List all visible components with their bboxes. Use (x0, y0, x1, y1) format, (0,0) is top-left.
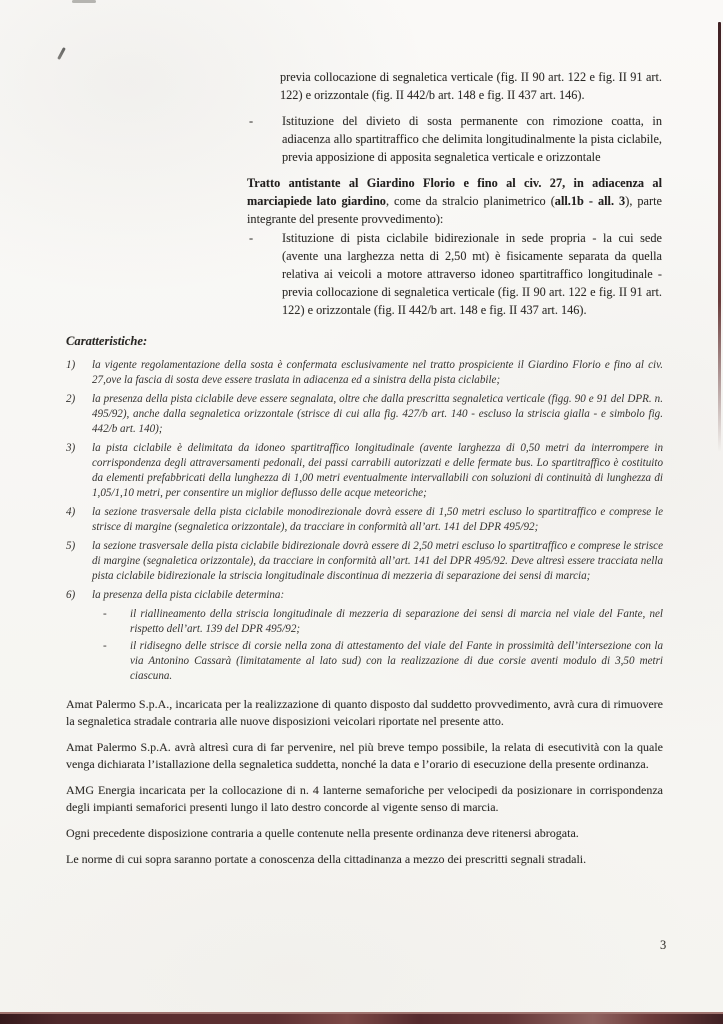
item-text: la presenza della pista ciclabile determina: (92, 589, 285, 601)
item-text: la presenza della pista ciclabile deve essere segnalata, oltre che dalla prescritta segnaletica verticale (figg. 90 e 91 del DPR. n. 495/92), anche dalla segnaletica orizzontale (strisce di cui alla fig. 427/b art. 140 - escluso la striscia gialla - e simbolo fig. 442/b art. 140); (92, 393, 663, 435)
dash-bullet: - (249, 114, 254, 128)
tratto-heading (247, 174, 662, 228)
item-number: 6) (66, 589, 76, 601)
provision-block (247, 68, 662, 327)
dash-bullet: - (103, 608, 107, 620)
body-paragraph: Amat Palermo S.p.A., incaricata per la realizzazione di quanto disposto dal suddetto provvedimento, avrà cura di rimuovere la segnaletica stradale contraria alle nuove disposizioni veicolari riportate nel presente atto. (66, 697, 663, 728)
numbered-item (66, 358, 663, 388)
body-paragraph: Ogni precedente disposizione contraria a quelle contenute nella presente ordinanza deve ritenersi abrogata. (66, 826, 579, 840)
page-number: 3 (660, 938, 667, 952)
scan-top-artifact (72, 0, 96, 3)
scan-edge-bottom (0, 1012, 723, 1024)
dash-bullet: - (249, 231, 254, 245)
numbered-item (66, 441, 663, 501)
numbered-item (66, 588, 663, 603)
heading-bold-attachments: all.1b - all. 3 (554, 194, 626, 208)
item-number: 3) (66, 442, 76, 454)
item-number: 1) (66, 359, 76, 371)
item-text: la sezione trasversale della pista ciclabile bidirezionale dovrà essere di 2,50 metri escluso lo spartitraffico e comprese le strisce di margine (segnaletica orizzontale), da tracciare in conformità all’art. 141 del DPR 495/92. Deve altresì essere tracciata nella pista ciclabile bidirezionale la striscia longitudinale discontinua di mezzeria di separazione dei sensi di marcia; (92, 540, 663, 582)
closing-paragraphs (66, 696, 663, 868)
sub-bullet-text: il riallineamento della striscia longitudinale di mezzeria di separazione dei sensi di marcia nel viale del Fante, nel rispetto dell’art. 139 del DPR 495/92; (130, 608, 663, 635)
numbered-item (66, 505, 663, 535)
bullet-item (247, 229, 662, 319)
provision-continuation: previa collocazione di segnaletica verticale (fig. II 90 art. 122 e fig. II 91 art. 122) e orizzontale (fig. II 442/b art. 148 e fig. II 437 art. 146). (280, 70, 662, 102)
scan-edge-right (718, 22, 721, 452)
numbered-item (66, 539, 663, 584)
numbered-item (66, 392, 663, 437)
body-paragraph: Amat Palermo S.p.A. avrà altresì cura di far pervenire, nel più breve tempo possibile, la relata di esecutività con la quale venga dichiarata l’istallazione della segnaletica suddetta, nonché la data e l’orario di esecuzione della presente ordinanza. (66, 740, 663, 771)
item-text: la sezione trasversale della pista ciclabile monodirezionale dovrà essere di 1,50 metri escluso lo spartitraffico e comprese le strisce di margine (segnaletica orizzontale), da tracciare in conformità all’art. 141 del DPR 495/92; (92, 506, 663, 533)
pen-mark (57, 47, 66, 60)
sub-bullet-item (103, 607, 663, 637)
item-number: 4) (66, 506, 76, 518)
item-number: 2) (66, 393, 76, 405)
body-paragraph: AMG Energia incaricata per la collocazione di n. 4 lanterne semaforiche per velocipedi da posizionare in corrispondenza degli impianti semaforici presenti lungo il lato destro concorde al vigente senso di marcia. (66, 783, 663, 814)
heading-regular-end: ), parte integrante del presente provvedimento): (247, 194, 662, 226)
heading-bold-lead: Tratto antistante al Giardino Florio e fino al civ. 27, in adiacenza al marciapiede lato giardino (247, 176, 662, 208)
body-paragraph: Le norme di cui sopra saranno portate a conoscenza della cittadinanza a mezzo dei prescritti segnali stradali. (66, 852, 587, 866)
heading-regular: , come da stralcio planimetrico ( (385, 194, 555, 208)
bullet-text: Istituzione di pista ciclabile bidirezionale in sede propria - la cui sede (avente una larghezza netta di 2,50 mt) è fisicamente separata da quella relativa ai veicoli a motore attraverso idoneo spartitraffico longitudinale - previa collocazione di segnaletica verticale (fig. II 90 art. 122 e fig. II 91 art. 122) e orizzontale (fig. II 442/b art. 148 e fig. II 437 art. 146). (282, 231, 662, 317)
item-number: 5) (66, 540, 76, 552)
dash-bullet: - (103, 640, 107, 652)
sub-bullet-item (103, 639, 663, 684)
bullet-item (247, 112, 662, 166)
item-text: la pista ciclabile è delimitata da idoneo spartitraffico longitudinale (avente larghezza di 0,50 metri da interrompere in corrispondenza degli attraversamenti pedonali, dei passi carrabili autorizzati e delle fermate bus. Lo spartitraffico è costituito da elementi prefabbricati della lunghezza di 1,00 metri eventualmente intervallabili con soluzioni di continuità di lunghezza di 1,05/1,10 metri, per consentire un miglior deflusso delle acque meteoriche; (92, 442, 663, 499)
item-text: la vigente regolamentazione della sosta è confermata esclusivamente nel tratto prospiciente il Giardino Florio e fino al civ. 27,ove la fascia di sosta deve essere traslata in adiacenza ed a sinistra della pista ciclabile; (92, 359, 663, 386)
main-content (66, 334, 663, 877)
caratteristiche-heading: Caratteristiche: (66, 334, 148, 348)
caratteristiche-list (66, 358, 663, 684)
sub-bullet-text: il ridisegno delle strisce di corsie nella zona di attestamento del viale del Fante in prossimità dell’intersezione con la via Antonino Cassarà (limitatamente al lato sud) con la realizzazione di due corsie aventi modulo di 3,50 metri ciascuna. (130, 640, 663, 682)
bullet-text: Istituzione del divieto di sosta permanente con rimozione coatta, in adiacenza allo spartitraffico che delimita longitudinalmente la pista ciclabile, previa apposizione di apposita segnaletica verticale e orizzontale (282, 114, 662, 164)
